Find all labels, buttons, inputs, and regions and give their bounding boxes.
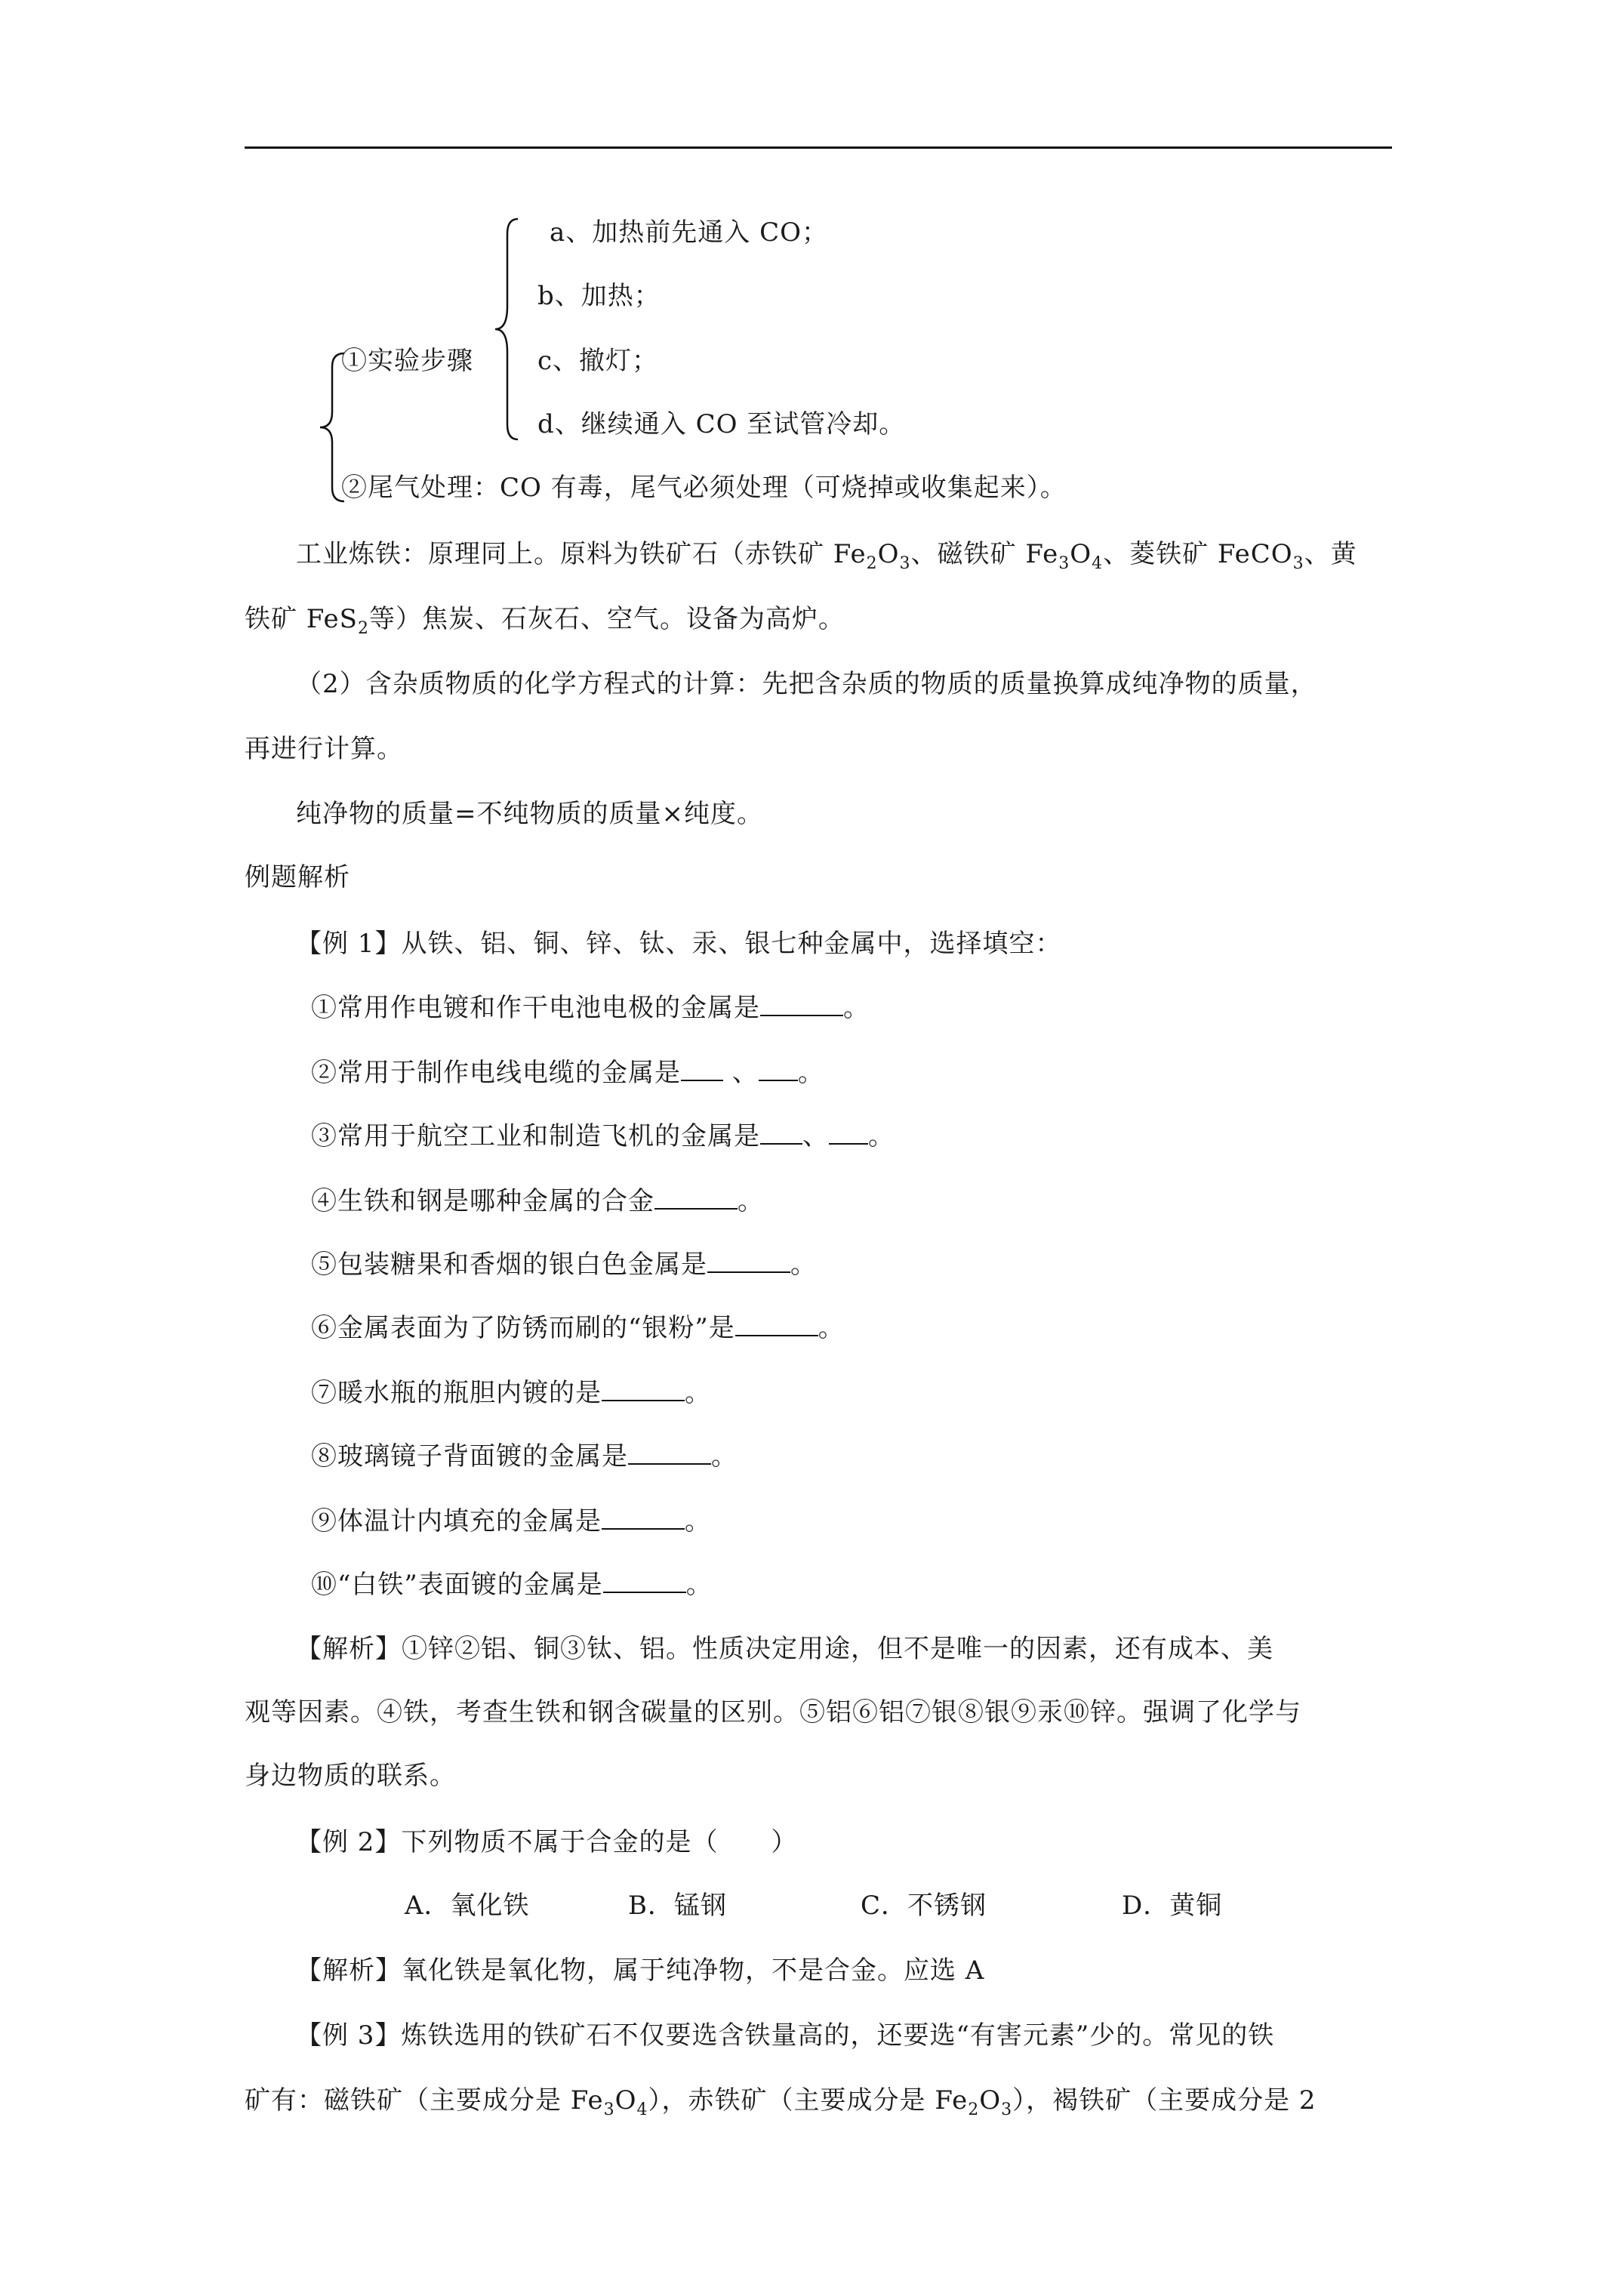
answer-blank[interactable] (603, 1567, 686, 1593)
answer-blank[interactable] (760, 1119, 802, 1145)
example1-item-3: ③常用于航空工业和制造飞机的金属是 、 。 (311, 1119, 895, 1153)
answer-blank[interactable] (829, 1119, 868, 1145)
step-d: d、继续通入 CO 至试管冷却。 (537, 409, 906, 439)
example1-item-2: ②常用于制作电线电缆的金属是 、 。 (311, 1056, 824, 1089)
answer-blank[interactable] (760, 991, 843, 1016)
example1-item-8: ⑧玻璃镜子背面镀的金属是 。 (311, 1439, 738, 1473)
industrial-line-2: 铁矿 FeS$_2$等）焦炭、石灰石、空气。设备为高炉。 (245, 604, 845, 638)
purity-formula: 纯净物的质量=不纯物质的质量×纯度。 (296, 799, 763, 829)
example1-analysis-3: 身边物质的联系。 (245, 1761, 456, 1791)
example1-item-4: ④生铁和钢是哪种金属的合金 。 (311, 1184, 764, 1218)
answer-blank[interactable] (759, 1056, 798, 1081)
example2-choice-d: D．黄铜 (1122, 1891, 1223, 1921)
example1-item-9: ⑨体温计内填充的金属是 。 (311, 1504, 711, 1538)
answer-blank[interactable] (654, 1184, 738, 1210)
example1-item-6: ⑥金属表面为了防锈而刷的“银粉”是 。 (311, 1311, 845, 1345)
example1-question: 【例 1】从铁、铝、铜、锌、钛、汞、银七种金属中，选择填空： (296, 929, 1062, 959)
answer-blank[interactable] (707, 1247, 790, 1273)
section-title: 例题解析 (245, 862, 350, 892)
steps-title: ①实验步骤 (341, 346, 473, 376)
answer-blank[interactable] (735, 1311, 818, 1336)
example2-choice-b: B．锰钢 (628, 1891, 727, 1921)
example2-choice-a: A．氧化铁 (405, 1891, 530, 1921)
example3-line-2: 矿有：磁铁矿（主要成分是 $Fe_3O_4$），赤铁矿（主要成分是 $Fe_2O_3$），褐铁矿（主要成分是 2 (245, 2085, 1317, 2119)
example1-item-5: ⑤包装糖果和香烟的银白色金属是 。 (311, 1247, 817, 1281)
impurity-line-2: 再进行计算。 (245, 734, 403, 764)
example3-line-1: 【例 3】炼铁选用的铁矿石不仅要选含铁量高的，还要选“有害元素”少的。常见的铁 (296, 2020, 1275, 2051)
example1-analysis-1: 【解析】①锌②铝、铜③钛、铝。性质决定用途，但不是唯一的因素，还有成本、美 (296, 1634, 1273, 1664)
example1-item-10: ⑩“白铁”表面镀的金属是 。 (311, 1567, 713, 1601)
example2-choice-c: C．不锈钢 (861, 1891, 987, 1921)
header-rule (245, 146, 1392, 149)
example1-item-1: ①常用作电镀和作干电池电极的金属是 。 (311, 991, 870, 1025)
impurity-line-1: （2）含杂质物质的化学方程式的计算：先把含杂质的物质的质量换算成纯净物的质量， (296, 669, 1317, 699)
answer-blank[interactable] (602, 1376, 685, 1401)
answer-blank[interactable] (628, 1439, 711, 1465)
step-a: a、加热前先通入 CO； (550, 217, 828, 248)
answer-blank[interactable] (602, 1504, 685, 1530)
example1-analysis-2: 观等因素。④铁，考查生铁和钢含碳量的区别。⑤铝⑥铝⑦银⑧银⑨汞⑩锌。强调了化学与 (245, 1697, 1301, 1727)
inner-brace (491, 216, 521, 442)
example2-analysis: 【解析】氧化铁是氧化物，属于纯净物，不是合金。应选 A (296, 1955, 985, 1986)
step-c: c、撤灯； (537, 346, 659, 376)
example1-item-7: ⑦暖水瓶的瓶胆内镀的是 。 (311, 1376, 711, 1410)
industrial-line-1: 工业炼铁：原理同上。原料为铁矿石（赤铁矿 $Fe_2O_3$、磁铁矿 $Fe_3O_4$、菱铁矿 FeCO$_3$、黄 (296, 539, 1357, 573)
step-b: b、加热； (537, 281, 661, 311)
tail-gas: ②尾气处理：CO 有毒，尾气必须处理（可烧掉或收集起来）。 (341, 473, 1067, 503)
answer-blank[interactable] (681, 1056, 723, 1081)
example2-question: 【例 2】下列物质不属于合金的是（ ） (296, 1827, 798, 1857)
